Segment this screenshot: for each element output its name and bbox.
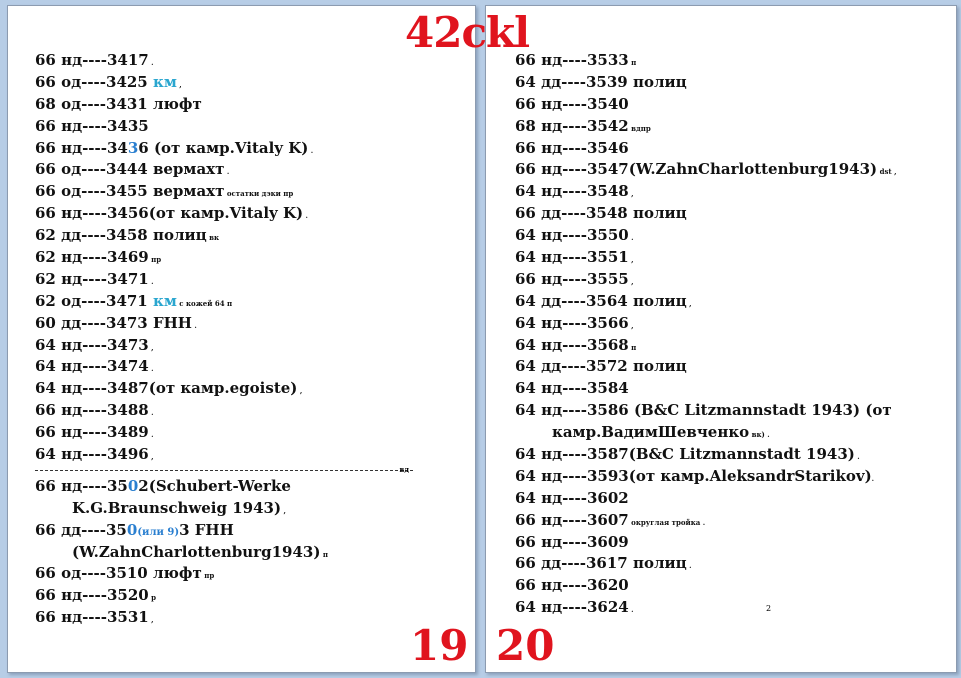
document-title: 42ckl	[405, 8, 530, 57]
list-item	[35, 400, 413, 422]
entry-text: 64 нд----3624	[515, 598, 629, 617]
entry-note: .	[224, 167, 230, 177]
entry-note: ,	[176, 79, 182, 89]
list-item	[515, 225, 897, 247]
left-page-lines	[35, 50, 413, 629]
entry-text: K.G.Braunschweig 1943)	[72, 498, 282, 517]
entry-note: .	[148, 364, 154, 374]
list-item	[515, 94, 897, 116]
entry-note: пр	[148, 255, 162, 265]
list-item	[35, 542, 413, 564]
entry-text: 64 нд----3593(от камр.AleksandrStarikov)	[515, 466, 872, 485]
list-item	[35, 378, 413, 400]
list-item	[35, 498, 413, 520]
entry-text: 62 од----3471	[35, 291, 153, 310]
list-item	[515, 159, 897, 181]
list-item	[35, 356, 413, 378]
list-item	[515, 488, 897, 510]
entry-text: 66 од----3425	[35, 72, 153, 91]
list-item	[35, 116, 413, 138]
entry-text: 66 нд----3520	[35, 586, 149, 605]
entry-note: .	[686, 561, 692, 571]
list-item	[515, 466, 897, 488]
list-item	[515, 444, 897, 466]
list-item	[515, 72, 897, 94]
entry-note: пр	[201, 571, 215, 581]
list-item	[515, 291, 897, 313]
list-item	[515, 400, 897, 422]
entry-text: камр.ВадимШевченко	[552, 423, 750, 442]
list-item	[35, 422, 413, 444]
list-item	[35, 138, 413, 160]
list-item	[515, 575, 897, 597]
entry-text: 64 нд----3496	[35, 445, 149, 464]
entry-note: п	[628, 58, 637, 67]
entry-note: ,	[148, 452, 154, 462]
entry-text: 66 дд----3617 полиц	[515, 554, 687, 573]
entry-note: с кожей 64 п	[176, 298, 233, 308]
entry-text: 66 нд----3547(W.ZahnCharlottenburg1943)	[515, 160, 878, 179]
entry-text: 64 дд----3539 полиц	[515, 72, 687, 91]
entry-text: 64 нд----3566	[515, 313, 629, 332]
entry-highlight: 0	[127, 476, 139, 495]
list-item	[35, 476, 413, 498]
entry-text: 64 нд----3473	[35, 335, 149, 354]
entry-text: 66 нд----3488	[35, 401, 149, 420]
entry-text: 66 нд----3540	[515, 94, 629, 113]
list-item	[35, 291, 413, 313]
entry-note: вк	[206, 233, 220, 243]
list-item	[515, 313, 897, 335]
list-item	[515, 597, 897, 619]
entry-note: вк) .	[749, 430, 770, 440]
entry-note: ,	[686, 298, 692, 308]
list-item	[515, 335, 897, 357]
entry-note: .	[308, 145, 314, 155]
list-item	[515, 138, 897, 160]
entry-note: dst ,	[877, 167, 897, 177]
entry-text: 66 нд----3456(от камр.Vitaly K)	[35, 204, 304, 223]
list-item	[35, 520, 413, 542]
entry-text: 66 нд----3609	[515, 532, 629, 551]
entry-text: 68 од----3431 люфт	[35, 94, 202, 113]
list-item	[515, 378, 897, 400]
list-item	[35, 50, 413, 72]
entry-note: п	[628, 342, 637, 352]
list-item	[515, 269, 897, 291]
entry-text: 62 дд----3458 полиц	[35, 226, 207, 245]
right-page-lines	[515, 50, 897, 619]
list-item	[35, 607, 413, 629]
entry-highlight-note: (или 9)	[137, 526, 180, 538]
entry-text: 66 од----3510 люфт	[35, 564, 202, 583]
entry-text: 66 нд----3435	[35, 116, 149, 135]
entry-text: 64 дд----3572 полиц	[515, 357, 687, 376]
entry-note: ,	[148, 342, 154, 352]
list-item	[35, 269, 413, 291]
entry-note: ,	[628, 255, 634, 265]
entry-highlight: км	[152, 72, 177, 91]
entry-text: 66 нд----3620	[515, 576, 629, 595]
list-item	[515, 356, 897, 378]
list-item	[35, 335, 413, 357]
entry-highlight: км	[152, 291, 177, 310]
list-item	[35, 585, 413, 607]
entry-highlight: 3	[127, 138, 139, 157]
list-item	[515, 203, 897, 225]
entry-text: 64 нд----3586 (B&C Litzmannstadt 1943) (от	[515, 401, 892, 420]
list-item	[35, 313, 413, 335]
entry-text: 66 нд----3489	[35, 423, 149, 442]
entry-text: 66 дд----35	[35, 520, 127, 539]
entry-note: .	[628, 605, 634, 615]
entry-note: остатки дэки пр	[224, 189, 294, 199]
entry-note: п	[320, 549, 328, 559]
page-number-right: 20	[496, 621, 555, 670]
entry-note: ,	[628, 189, 634, 199]
entry-text: (W.ZahnCharlottenburg1943)	[72, 542, 321, 561]
entry-note: .	[148, 408, 154, 418]
entry-text: 62 нд----3469	[35, 248, 149, 267]
list-item	[515, 553, 897, 575]
entry-text-continued: 2(Schubert-Werke	[138, 476, 291, 495]
entry-note: .	[191, 320, 197, 330]
entry-note: ,	[148, 615, 154, 625]
entry-text: 66 од----3455 вермахт	[35, 182, 225, 201]
list-item	[35, 181, 413, 203]
footnote-marker: 2	[766, 604, 772, 613]
list-item	[35, 203, 413, 225]
entry-text: 64 нд----3587(B&C Litzmannstadt 1943)	[515, 445, 855, 464]
entry-highlight: 0	[126, 520, 138, 539]
entry-note: ,	[297, 386, 303, 396]
list-item	[35, 444, 413, 466]
entry-text: 62 нд----3471	[35, 269, 149, 288]
entry-note: .	[303, 211, 308, 221]
entry-note: ,	[628, 276, 634, 286]
list-item	[35, 94, 413, 116]
entry-text: 66 дд----3548 полиц	[515, 204, 687, 223]
entry-text: 66 нд----3531	[35, 608, 149, 627]
entry-note: р	[148, 593, 157, 603]
entry-note: .	[871, 473, 875, 483]
page-number-left: 19	[410, 621, 469, 670]
entry-text: 64 нд----3487(от камр.egoiste)	[35, 379, 298, 398]
entry-text: 64 нд----3548	[515, 182, 629, 201]
entry-note: ,	[628, 320, 634, 330]
entry-text-continued: 3 FHH	[179, 520, 234, 539]
entry-note: .	[148, 276, 154, 286]
entry-text: 64 нд----3602	[515, 488, 629, 507]
list-item	[35, 247, 413, 269]
divider-mark: вд	[399, 464, 409, 474]
entry-note: .	[148, 430, 154, 440]
list-item	[515, 422, 897, 444]
entry-text: 66 нд----3555	[515, 269, 629, 288]
entry-note: .	[148, 58, 154, 67]
entry-text: 66 нд----3533	[515, 51, 629, 69]
list-item	[515, 50, 897, 72]
list-item	[515, 116, 897, 138]
list-item	[515, 510, 897, 532]
entry-text: 66 нд----35	[35, 476, 128, 495]
entry-text: 66 нд----34	[35, 138, 128, 157]
entry-text: 66 нд----3417	[35, 51, 149, 69]
entry-text: 68 нд----3542	[515, 116, 629, 135]
entry-note: .	[628, 233, 634, 243]
entry-note: округлая тройка .	[628, 517, 706, 527]
entry-note: .	[854, 452, 860, 462]
list-item	[515, 532, 897, 554]
entry-note: ,	[281, 505, 286, 515]
list-item	[515, 181, 897, 203]
list-item	[35, 159, 413, 181]
entry-text: 64 дд----3564 полиц	[515, 291, 687, 310]
entry-text: 64 нд----3584	[515, 379, 629, 398]
entry-note: вдпр	[628, 123, 651, 133]
entry-text-continued: 6 (от камр.Vitaly K)	[138, 138, 309, 157]
entry-text: 66 од----3444 вермахт	[35, 160, 225, 179]
list-item	[515, 247, 897, 269]
section-divider	[35, 466, 413, 476]
entry-text: 64 нд----3568	[515, 335, 629, 354]
entry-text: 60 дд----3473 FHH	[35, 313, 192, 332]
list-item	[35, 225, 413, 247]
list-item	[35, 72, 413, 94]
entry-text: 64 нд----3551	[515, 248, 629, 267]
entry-text: 64 нд----3474	[35, 357, 149, 376]
entry-text: 66 нд----3607	[515, 510, 629, 529]
entry-text: 64 нд----3550	[515, 226, 629, 245]
entry-text: 66 нд----3546	[515, 138, 629, 157]
list-item	[35, 563, 413, 585]
